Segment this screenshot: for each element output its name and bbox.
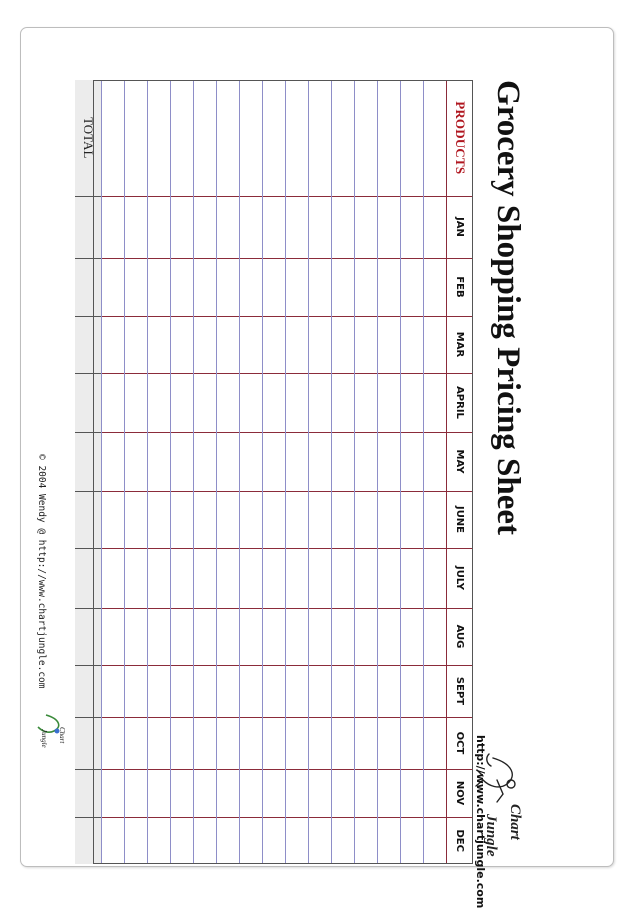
price-cell[interactable]	[286, 548, 309, 608]
price-cell[interactable]	[194, 316, 217, 373]
price-cell[interactable]	[332, 608, 355, 665]
price-cell[interactable]	[102, 665, 125, 717]
product-cell[interactable]	[401, 80, 424, 196]
price-cell[interactable]	[194, 608, 217, 665]
price-cell[interactable]	[240, 432, 263, 491]
price-cell[interactable]	[401, 817, 424, 864]
price-cell[interactable]	[309, 432, 332, 491]
price-cell[interactable]	[332, 665, 355, 717]
price-cell[interactable]	[125, 548, 148, 608]
price-cell[interactable]	[401, 432, 424, 491]
price-cell[interactable]	[332, 258, 355, 316]
price-cell[interactable]	[286, 196, 309, 258]
total-row	[75, 80, 102, 864]
price-cell[interactable]	[171, 717, 194, 769]
price-cell[interactable]	[148, 665, 171, 717]
price-cell[interactable]	[240, 548, 263, 608]
price-cell[interactable]	[171, 817, 194, 864]
price-cell[interactable]	[171, 373, 194, 432]
price-cell[interactable]	[102, 196, 125, 258]
price-cell[interactable]	[217, 373, 240, 432]
price-cell[interactable]	[240, 608, 263, 665]
small-logo-word-top: Chart	[58, 727, 66, 744]
price-cell[interactable]	[194, 665, 217, 717]
price-cell[interactable]	[286, 717, 309, 769]
price-cell[interactable]	[424, 373, 447, 432]
price-cell[interactable]	[286, 316, 309, 373]
price-cell[interactable]	[217, 665, 240, 717]
price-cell[interactable]	[286, 817, 309, 864]
price-cell[interactable]	[102, 817, 125, 864]
product-cell[interactable]	[125, 80, 148, 196]
price-cell[interactable]	[148, 491, 171, 548]
price-cell[interactable]	[401, 769, 424, 817]
price-cell[interactable]	[125, 258, 148, 316]
price-cell[interactable]	[148, 608, 171, 665]
table-row	[148, 80, 171, 864]
products-header: PRODUCTS	[447, 80, 474, 196]
price-cell[interactable]	[378, 769, 401, 817]
total-cell[interactable]	[75, 817, 102, 864]
month-header-may: MAY	[447, 432, 474, 491]
price-cell[interactable]	[355, 196, 378, 258]
price-cell[interactable]	[171, 665, 194, 717]
table-row	[217, 80, 240, 864]
logo-word-top: Chart	[507, 804, 523, 840]
price-cell[interactable]	[424, 491, 447, 548]
price-cell[interactable]	[401, 608, 424, 665]
price-cell[interactable]	[240, 491, 263, 548]
price-cell[interactable]	[125, 491, 148, 548]
price-cell[interactable]	[424, 196, 447, 258]
price-cell[interactable]	[355, 717, 378, 769]
table-row	[424, 80, 447, 864]
price-cell[interactable]	[401, 491, 424, 548]
price-cell[interactable]	[102, 717, 125, 769]
table-row	[332, 80, 355, 864]
price-cell[interactable]	[378, 665, 401, 717]
price-cell[interactable]	[309, 373, 332, 432]
month-header-oct: OCT	[447, 717, 474, 769]
price-cell[interactable]	[171, 196, 194, 258]
table-row	[401, 80, 424, 864]
price-cell[interactable]	[125, 817, 148, 864]
price-cell[interactable]	[378, 717, 401, 769]
price-cell[interactable]	[125, 769, 148, 817]
product-cell[interactable]	[263, 80, 286, 196]
price-cell[interactable]	[148, 817, 171, 864]
price-cell[interactable]	[309, 817, 332, 864]
price-cell[interactable]	[332, 432, 355, 491]
price-cell[interactable]	[378, 491, 401, 548]
price-cell[interactable]	[217, 548, 240, 608]
sheet-content	[81, 80, 533, 908]
price-cell[interactable]	[148, 432, 171, 491]
price-cell[interactable]	[378, 432, 401, 491]
table-row	[194, 80, 217, 864]
price-cell[interactable]	[125, 373, 148, 432]
price-cell[interactable]	[401, 665, 424, 717]
price-cell[interactable]	[355, 769, 378, 817]
price-cell[interactable]	[171, 432, 194, 491]
price-cell[interactable]	[378, 608, 401, 665]
price-cell[interactable]	[401, 258, 424, 316]
price-cell[interactable]	[102, 316, 125, 373]
total-cell[interactable]	[75, 258, 102, 316]
price-cell[interactable]	[171, 258, 194, 316]
price-cell[interactable]	[263, 548, 286, 608]
price-cell[interactable]	[102, 373, 125, 432]
price-cell[interactable]	[309, 665, 332, 717]
price-cell[interactable]	[171, 548, 194, 608]
total-cell[interactable]	[75, 196, 102, 258]
price-cell[interactable]	[217, 258, 240, 316]
table-row	[309, 80, 332, 864]
price-cell[interactable]	[401, 717, 424, 769]
total-cell[interactable]	[75, 316, 102, 373]
price-cell[interactable]	[240, 817, 263, 864]
price-cell[interactable]	[309, 608, 332, 665]
price-cell[interactable]	[424, 817, 447, 864]
table-row	[263, 80, 286, 864]
month-header-mar: MAR	[447, 316, 474, 373]
price-cell[interactable]	[217, 608, 240, 665]
price-cell[interactable]	[194, 491, 217, 548]
product-cell[interactable]	[148, 80, 171, 196]
table-row	[355, 80, 378, 864]
price-cell[interactable]	[263, 817, 286, 864]
price-cell[interactable]	[125, 316, 148, 373]
product-cell[interactable]	[194, 80, 217, 196]
month-header-nov: NOV	[447, 769, 474, 817]
price-cell[interactable]	[378, 258, 401, 316]
table-row	[378, 80, 401, 864]
total-cell[interactable]	[75, 491, 102, 548]
price-cell[interactable]	[102, 258, 125, 316]
month-header-july: JULY	[447, 548, 474, 608]
site-url: http://www.chartjungle.com	[474, 735, 487, 908]
total-cell[interactable]	[75, 665, 102, 717]
product-cell[interactable]	[171, 80, 194, 196]
total-cell[interactable]	[75, 608, 102, 665]
price-cell[interactable]	[332, 769, 355, 817]
price-cell[interactable]	[401, 548, 424, 608]
price-cell[interactable]	[263, 258, 286, 316]
product-cell[interactable]	[240, 80, 263, 196]
price-cell[interactable]	[148, 717, 171, 769]
price-cell[interactable]	[171, 316, 194, 373]
price-cell[interactable]	[286, 769, 309, 817]
price-cell[interactable]	[355, 373, 378, 432]
month-header-dec: DEC	[447, 817, 474, 864]
price-cell[interactable]	[240, 717, 263, 769]
price-cell[interactable]	[194, 548, 217, 608]
price-cell[interactable]	[309, 717, 332, 769]
price-cell[interactable]	[332, 548, 355, 608]
price-cell[interactable]	[125, 196, 148, 258]
price-cell[interactable]	[424, 432, 447, 491]
price-cell[interactable]	[332, 491, 355, 548]
price-cell[interactable]	[309, 491, 332, 548]
price-cell[interactable]	[240, 196, 263, 258]
price-cell[interactable]	[263, 316, 286, 373]
price-cell[interactable]	[263, 196, 286, 258]
sheet-title: Grocery Shopping Pricing Sheet	[490, 80, 526, 535]
price-cell[interactable]	[125, 665, 148, 717]
price-cell[interactable]	[286, 258, 309, 316]
price-cell[interactable]	[102, 769, 125, 817]
price-cell[interactable]	[240, 316, 263, 373]
price-cell[interactable]	[401, 316, 424, 373]
price-cell[interactable]	[102, 548, 125, 608]
price-cell[interactable]	[332, 817, 355, 864]
total-label: TOTAL	[75, 80, 102, 196]
price-cell[interactable]	[355, 258, 378, 316]
total-cell[interactable]	[75, 769, 102, 817]
pricing-sheet-page	[20, 27, 614, 908]
price-cell[interactable]	[102, 432, 125, 491]
price-cell[interactable]	[240, 373, 263, 432]
price-cell[interactable]	[240, 258, 263, 316]
table-row	[240, 80, 263, 864]
price-cell[interactable]	[194, 769, 217, 817]
price-cell[interactable]	[171, 491, 194, 548]
price-cell[interactable]	[263, 717, 286, 769]
chartjungle-small-logo	[37, 708, 67, 748]
price-cell[interactable]	[148, 373, 171, 432]
price-cell[interactable]	[148, 196, 171, 258]
price-cell[interactable]	[194, 196, 217, 258]
price-cell[interactable]	[355, 548, 378, 608]
month-header-feb: FEB	[447, 258, 474, 316]
price-cell[interactable]	[194, 258, 217, 316]
price-cell[interactable]	[378, 373, 401, 432]
price-cell[interactable]	[171, 608, 194, 665]
price-cell[interactable]	[286, 608, 309, 665]
product-cell[interactable]	[286, 80, 309, 196]
price-cell[interactable]	[194, 432, 217, 491]
price-cell[interactable]	[355, 432, 378, 491]
price-cell[interactable]	[309, 548, 332, 608]
total-cell[interactable]	[75, 432, 102, 491]
price-cell[interactable]	[378, 817, 401, 864]
product-cell[interactable]	[424, 80, 447, 196]
price-cell[interactable]	[125, 608, 148, 665]
table-row	[125, 80, 148, 864]
price-cell[interactable]	[424, 548, 447, 608]
product-cell[interactable]	[217, 80, 240, 196]
month-header-april: APRIL	[447, 373, 474, 432]
price-cell[interactable]	[148, 258, 171, 316]
total-cell[interactable]	[75, 717, 102, 769]
price-cell[interactable]	[217, 717, 240, 769]
price-cell[interactable]	[424, 665, 447, 717]
price-cell[interactable]	[217, 432, 240, 491]
price-cell[interactable]	[378, 316, 401, 373]
price-cell[interactable]	[148, 548, 171, 608]
product-cell[interactable]	[355, 80, 378, 196]
price-cell[interactable]	[263, 373, 286, 432]
price-cell[interactable]	[217, 196, 240, 258]
price-cell[interactable]	[194, 373, 217, 432]
price-cell[interactable]	[332, 373, 355, 432]
price-cell[interactable]	[263, 665, 286, 717]
price-cell[interactable]	[125, 432, 148, 491]
price-cell[interactable]	[102, 608, 125, 665]
price-cell[interactable]	[355, 665, 378, 717]
price-cell[interactable]	[401, 373, 424, 432]
product-cell[interactable]	[102, 80, 125, 196]
price-cell[interactable]	[240, 665, 263, 717]
month-header-sept: SEPT	[447, 665, 474, 717]
price-cell[interactable]	[424, 316, 447, 373]
price-cell[interactable]	[355, 608, 378, 665]
price-cell[interactable]	[263, 432, 286, 491]
price-cell[interactable]	[355, 491, 378, 548]
product-cell[interactable]	[309, 80, 332, 196]
price-cell[interactable]	[355, 316, 378, 373]
price-cell[interactable]	[217, 316, 240, 373]
copyright-notice: © 2004 Wendy @ http://www.chartjungle.com	[36, 454, 47, 689]
price-cell[interactable]	[424, 608, 447, 665]
table-row	[171, 80, 194, 864]
price-cell[interactable]	[217, 491, 240, 548]
price-cell[interactable]	[309, 258, 332, 316]
price-cell[interactable]	[286, 432, 309, 491]
price-cell[interactable]	[171, 769, 194, 817]
price-cell[interactable]	[217, 817, 240, 864]
table-row	[102, 80, 125, 864]
price-cell[interactable]	[194, 817, 217, 864]
price-cell[interactable]	[286, 373, 309, 432]
price-cell[interactable]	[332, 717, 355, 769]
price-cell[interactable]	[217, 769, 240, 817]
table-row	[286, 80, 309, 864]
price-cell[interactable]	[240, 769, 263, 817]
month-header-aug: AUG	[447, 608, 474, 665]
price-cell[interactable]	[286, 491, 309, 548]
price-cell[interactable]	[263, 769, 286, 817]
price-cell[interactable]	[263, 608, 286, 665]
logo-word-bottom: Jungle	[483, 814, 499, 857]
month-header-june: JUNE	[447, 491, 474, 548]
product-cell[interactable]	[378, 80, 401, 196]
price-cell[interactable]	[378, 196, 401, 258]
header-row	[447, 80, 474, 864]
price-cell[interactable]	[424, 717, 447, 769]
price-cell[interactable]	[309, 196, 332, 258]
price-cell[interactable]	[148, 769, 171, 817]
price-cell[interactable]	[102, 491, 125, 548]
pricing-table	[75, 80, 473, 864]
price-cell[interactable]	[332, 196, 355, 258]
price-cell[interactable]	[424, 769, 447, 817]
month-header-jan: JAN	[447, 196, 474, 258]
small-logo-word-bottom: Jungle	[40, 729, 48, 748]
price-cell[interactable]	[355, 817, 378, 864]
total-cell[interactable]	[75, 548, 102, 608]
product-cell[interactable]	[332, 80, 355, 196]
price-cell[interactable]	[309, 316, 332, 373]
price-cell[interactable]	[148, 316, 171, 373]
price-cell[interactable]	[309, 769, 332, 817]
price-cell[interactable]	[332, 316, 355, 373]
price-cell[interactable]	[401, 196, 424, 258]
price-cell[interactable]	[263, 491, 286, 548]
total-cell[interactable]	[75, 373, 102, 432]
price-cell[interactable]	[286, 665, 309, 717]
price-cell[interactable]	[378, 548, 401, 608]
price-cell[interactable]	[125, 717, 148, 769]
price-cell[interactable]	[424, 258, 447, 316]
price-cell[interactable]	[194, 717, 217, 769]
